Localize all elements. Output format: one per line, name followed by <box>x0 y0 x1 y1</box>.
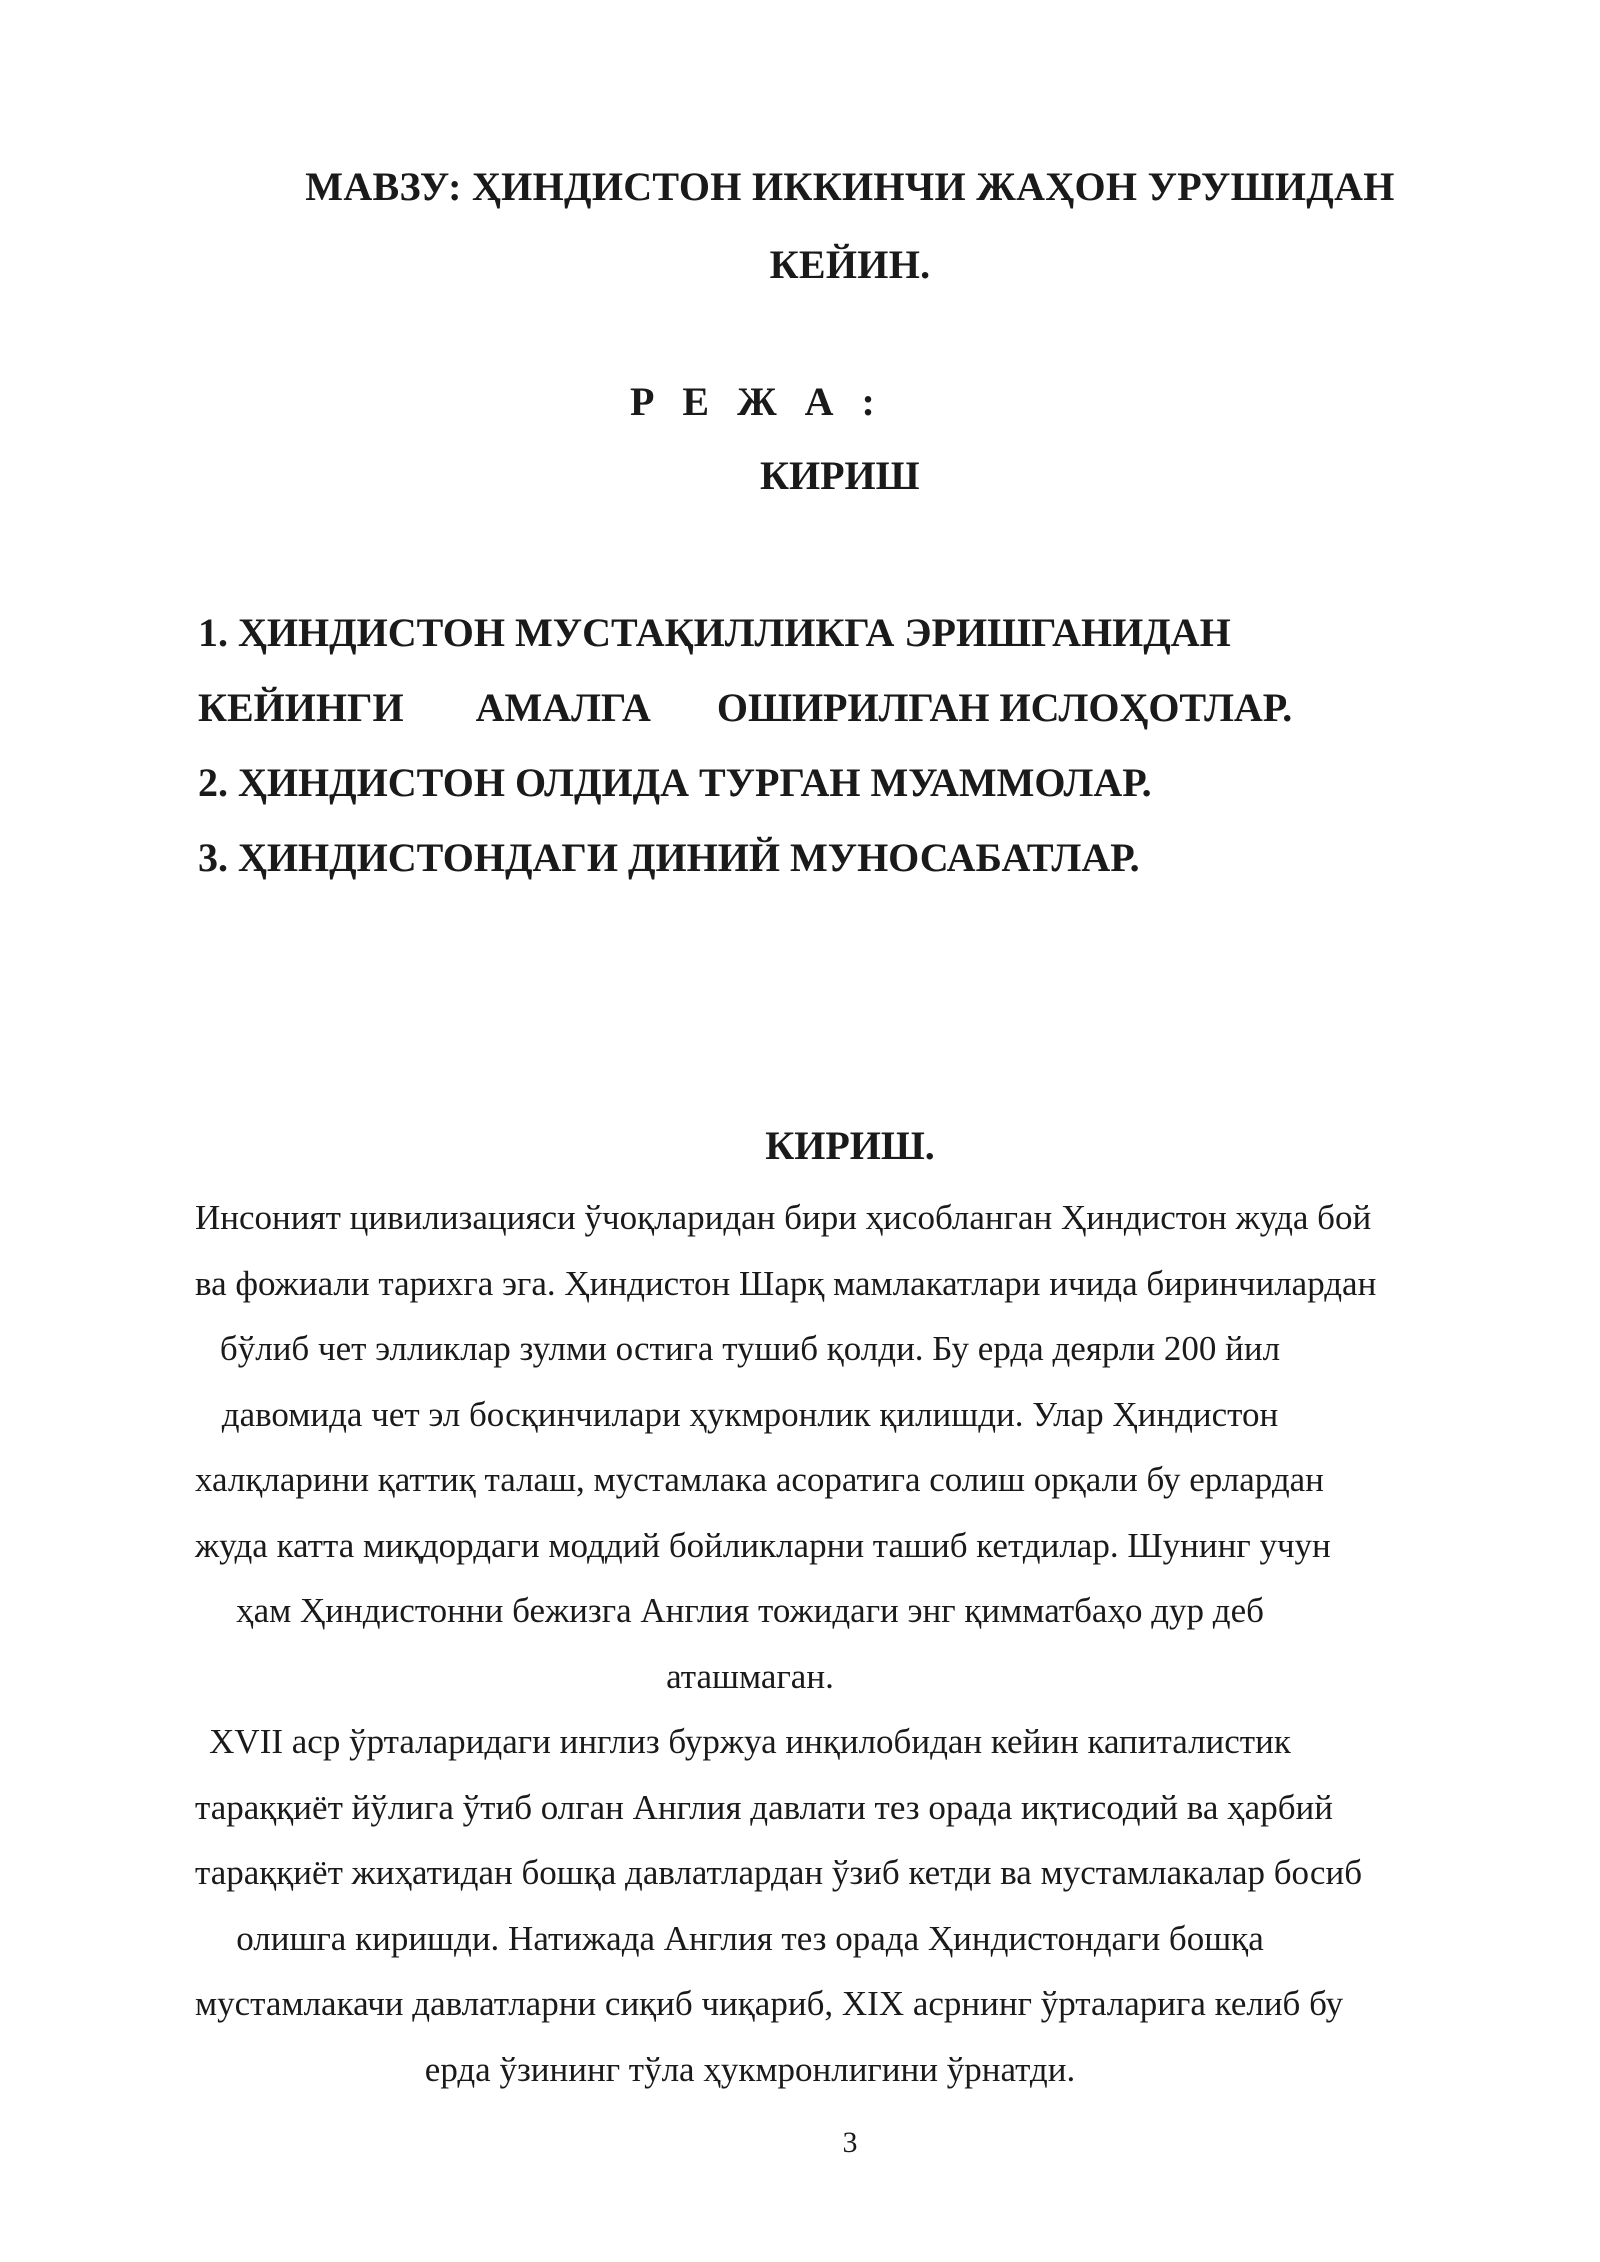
paragraph-line: Инсоният цивилизацияси ўчоқларидан бири ҳисобланган Ҳиндистон жуда бой <box>195 1198 1372 1237</box>
title-line-2: КЕЙИН. <box>769 242 931 287</box>
plan-item-1-word-3: ОШИРИЛГАН ИСЛОҲОТЛАР. <box>716 685 1293 730</box>
document-title <box>160 148 1540 304</box>
paragraph-line: жуда катта миқдордаги моддий бойликларни ташиб кетдилар. Шунинг учун <box>195 1525 1331 1565</box>
paragraph-line: тараққиёт жиҳатидан бошқа давлатлардан ўзиб кетди ва мустамлакалар босиб <box>195 1853 1362 1892</box>
paragraph-line: мустамлакачи давлатларни сиқиб чиқариб, XIX асрнинг ўрталарига келиб бу <box>195 1984 1344 2023</box>
page-number: 3 <box>842 2126 858 2159</box>
plan-heading: Р Е Ж А : <box>630 379 884 424</box>
plan-item-2: 2. ҲИНДИСТОН ОЛДИДА ТУРГАН МУАММОЛАР. <box>198 760 1152 805</box>
title-line-1: МАВЗУ: ҲИНДИСТОН ИККИНЧИ ЖАҲОН УРУШИДАН <box>305 164 1395 209</box>
paragraph-line: ва фожиали тарихга эга. Ҳиндистон Шарқ мамлакатлари ичида биринчилардан <box>195 1263 1377 1303</box>
paragraph-line: давомида чет эл босқинчилари ҳукмронлик қилишди. Улар Ҳиндистон <box>221 1394 1279 1434</box>
plan-item-3: 3. ҲИНДИСТОНДАГИ ДИНИЙ МУНОСАБАТЛАР. <box>198 835 1140 880</box>
plan-list <box>198 595 1398 895</box>
paragraph-line: XVII аср ўрталаридаги инглиз буржуа инқилобидан кейин капиталистик <box>209 1722 1291 1761</box>
plan-intro: КИРИШ <box>760 453 920 498</box>
paragraph-line: аташмаган. <box>666 1656 834 1696</box>
paragraph-line: бўлиб чет элликлар зулми остига тушиб қолди. Бу ерда деярли 200 йил <box>219 1329 1281 1368</box>
paragraph-line: ҳам Ҳиндистонни бежизга Англия тожидаги энг қимматбаҳо дур деб <box>236 1591 1264 1630</box>
plan-item-1-line-1: 1. ҲИНДИСТОН МУСТАҚИЛЛИКГА ЭРИШГАНИДАН <box>198 610 1231 655</box>
paragraph-line: олишга киришди. Натижада Англия тез орада Ҳиндистондаги бошқа <box>236 1918 1264 1958</box>
plan-item-1-word-1: КЕЙИНГИ <box>198 685 404 730</box>
paragraph-1 <box>195 1185 1377 1709</box>
plan-item-1-word-2: АМАЛГА <box>475 685 651 730</box>
plan-item-1-line-2 <box>198 670 1398 745</box>
paragraph-line: ерда ўзининг тўла ҳукмронлигини ўрнатди. <box>424 2049 1076 2089</box>
paragraph-line: халқларини қаттиқ талаш, мустамлака асоратига солиш орқали бу ерлардан <box>195 1460 1324 1499</box>
paragraph-2 <box>195 1709 1362 2102</box>
section-heading: КИРИШ. <box>765 1123 935 1168</box>
paragraph-line: тараққиёт йўлига ўтиб олган Англия давлати тез орада иқтисодий ва ҳарбий <box>195 1787 1333 1827</box>
